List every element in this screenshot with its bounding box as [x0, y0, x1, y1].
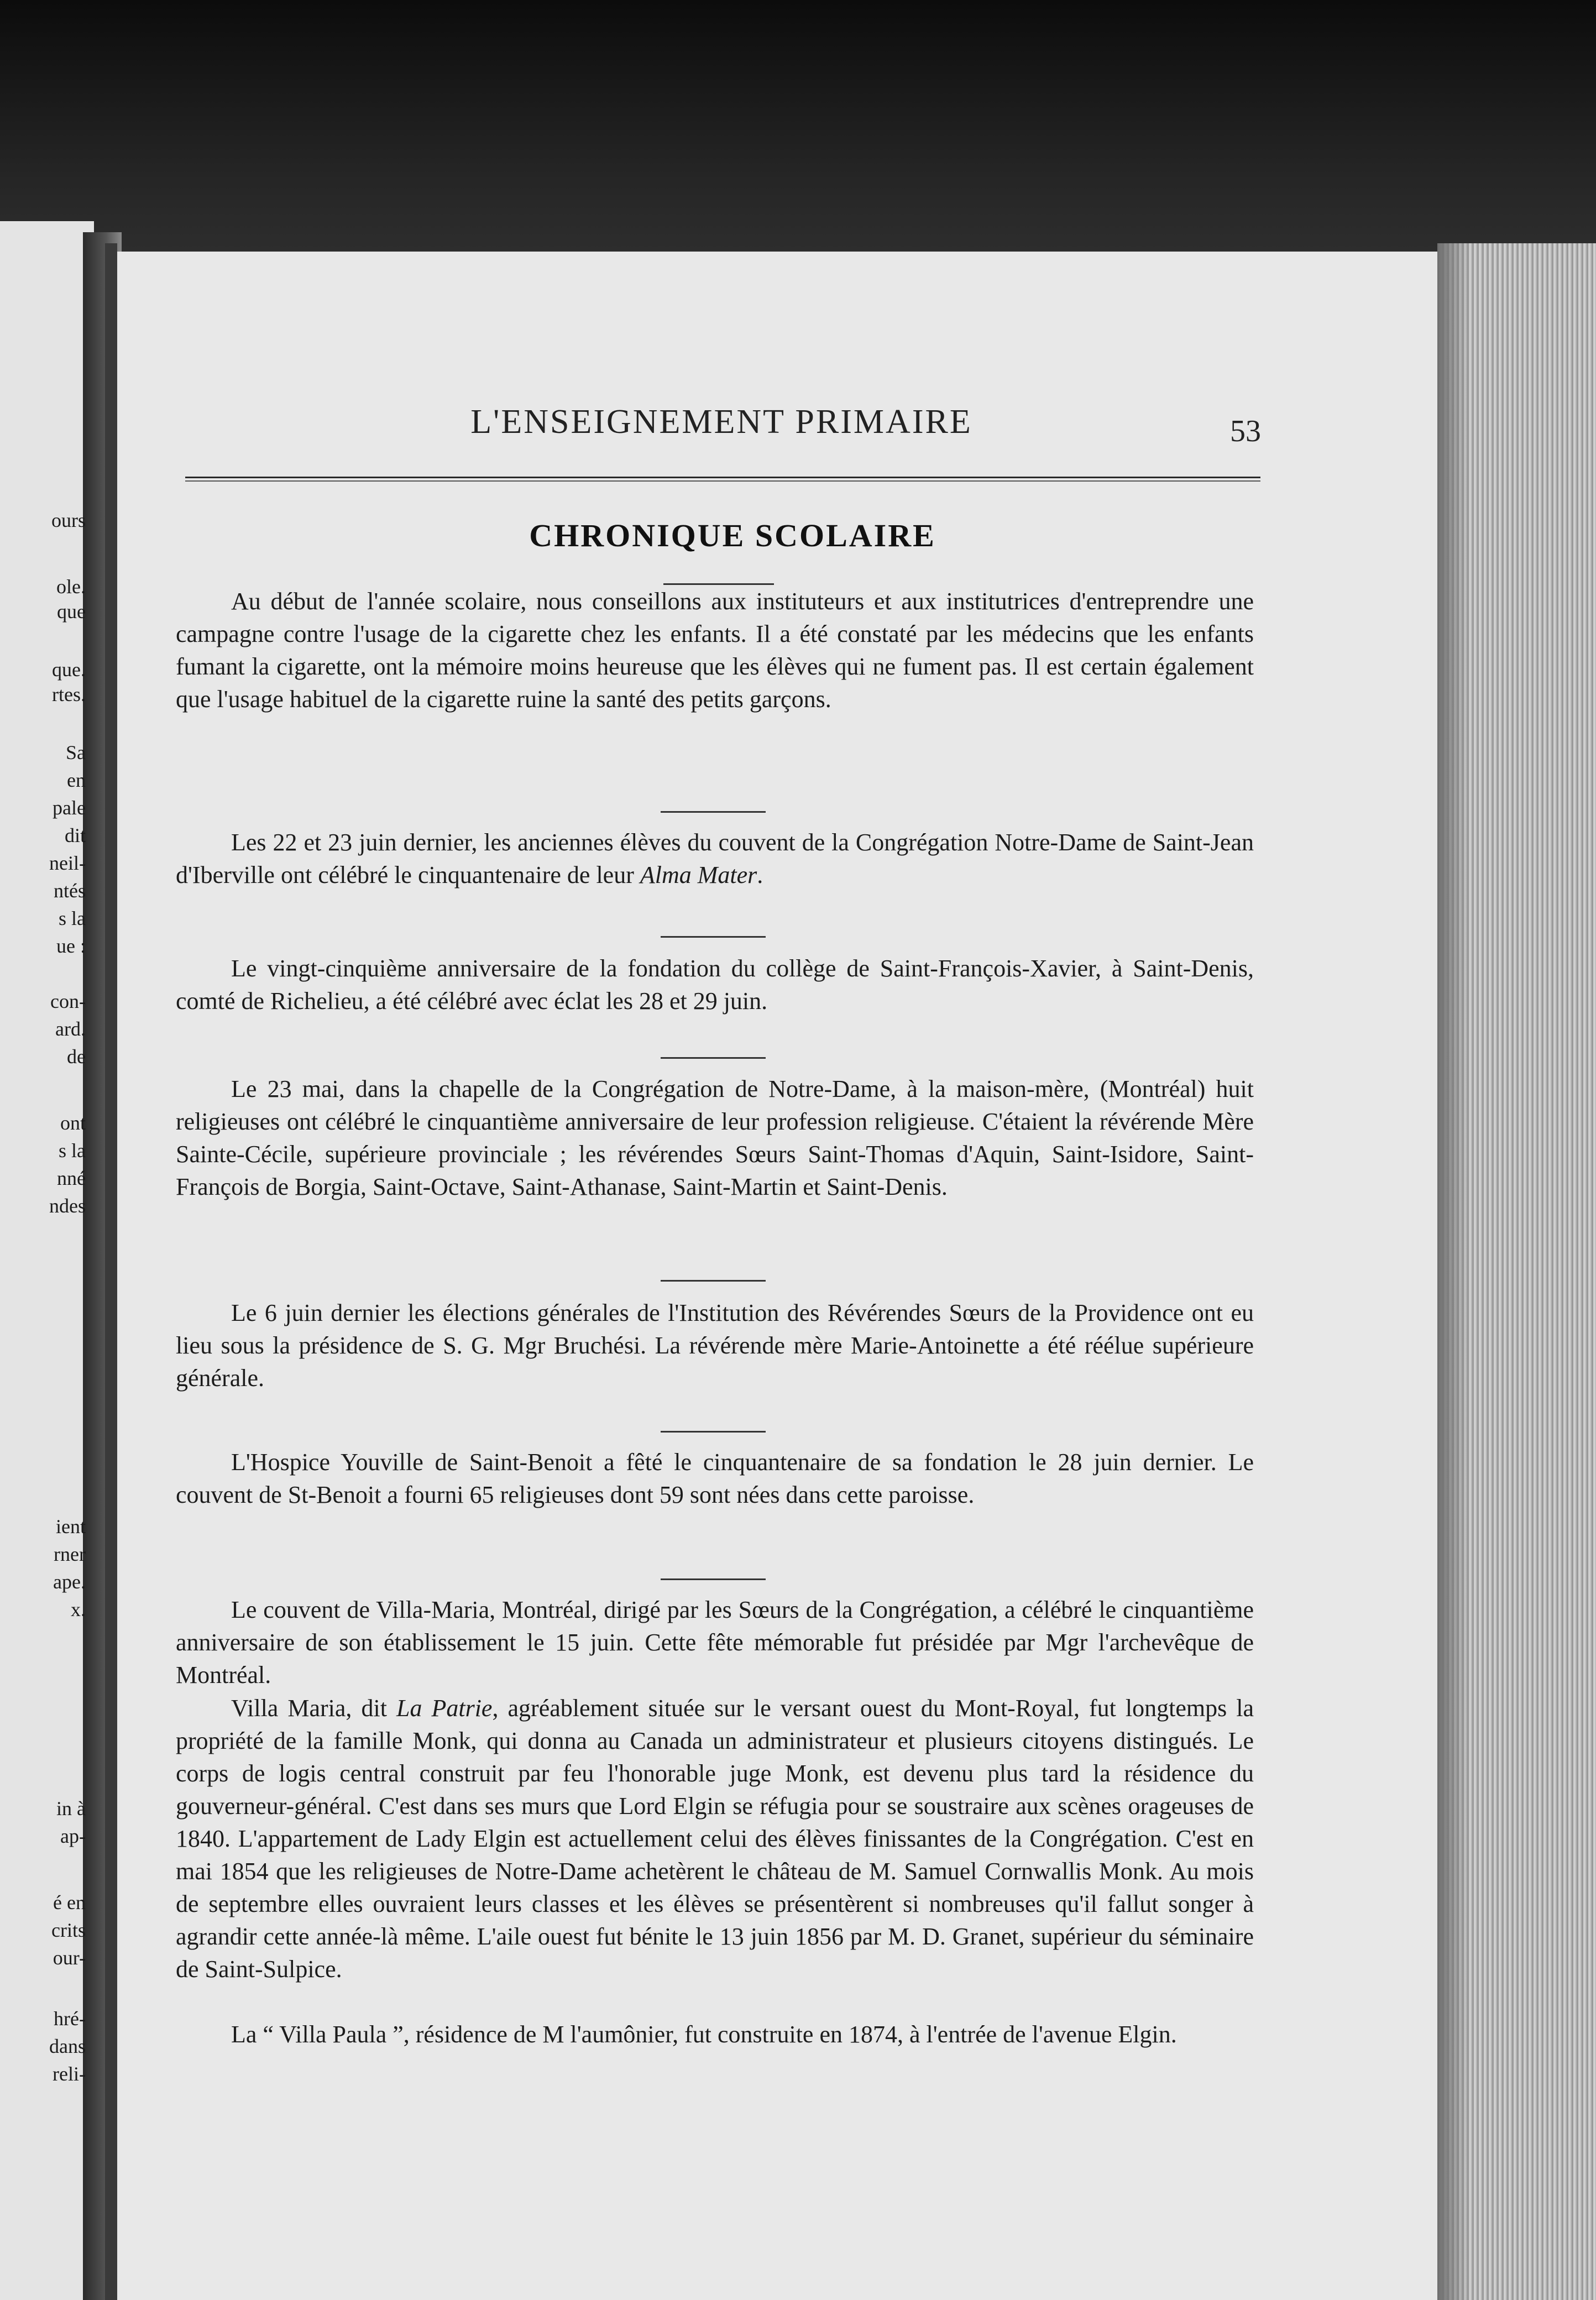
fragment: ole. [56, 576, 86, 598]
fragment: s la [59, 907, 86, 929]
fragment: que [57, 600, 86, 623]
paragraph-iberville: Les 22 et 23 juin dernier, les anciennes élèves du couvent de la Congrégation Notre-Dame de Saint-Jean d'Iberville ont célébré le cinquantenaire de leur Alma Mater. [176, 829, 1254, 888]
fragment: dit [64, 824, 86, 846]
page-number: 53 [1230, 414, 1261, 448]
fragment: nné [57, 1167, 86, 1189]
fragment: de [67, 1046, 86, 1068]
fragment: reli- [53, 2063, 86, 2085]
fragment: ap- [60, 1825, 86, 1847]
paragraph-notre-dame: Le 23 mai, dans la chapelle de la Congrégation de Notre-Dame, à la maison-mère, (Montréal) huit religieuses ont célébré le cinquantième anniversaire de leur profession religieuse. C'étaient la révérende Mère Sainte-Cécile, supérieure provinciale ; les révérendes Sœurs Saint-Thomas d'Aquin, Saint-Isidore, Saint-François de Borgia, Saint-Octave, Saint-Athanase, Saint-Martin et Saint-Denis. [176, 1075, 1254, 1200]
fragment: neil- [49, 852, 86, 874]
book-gutter [105, 243, 117, 2300]
fragment: our- [53, 1947, 86, 1969]
header-rule [185, 477, 1260, 482]
separator-rule [661, 936, 766, 938]
fragment: é en [53, 1891, 86, 1914]
separator-rule [661, 811, 766, 813]
fragment: x. [71, 1598, 86, 1621]
running-head: L'ENSEIGNEMENT PRIMAIRE [470, 403, 972, 441]
separator-rule [661, 1280, 766, 1282]
page [117, 252, 1450, 2300]
paragraph-villa-paula: La “ Villa Paula ”, résidence de M l'aumônier, fut construite en 1874, à l'entrée de l'avenue Elgin. [231, 2021, 1177, 2048]
fragment: ours [51, 509, 86, 531]
paragraph-cigarette: Au début de l'année scolaire, nous conseillons aux instituteurs et aux institutrices d'entreprendre une campagne contre l'usage de la cigarette chez les enfants. Il a été constaté par les médecins que les enfants fumant la cigarette, ont la mémoire moins heureuse que les élèves qui ne fument pas. Il est certain également que l'usage habituel de la cigarette ruine la santé des petits garçons. [176, 588, 1254, 713]
separator-rule [661, 1057, 766, 1059]
paragraph-saint-francois-xavier: Le vingt-cinquième anniversaire de la fondation du collège de Saint-François-Xavier, à Saint-Denis, comté de Richelieu, a été célébré avec éclat les 28 et 29 juin. [176, 955, 1254, 1015]
fragment: ndes [49, 1195, 86, 1217]
section-title: CHRONIQUE SCOLAIRE [529, 518, 936, 553]
fragment: rner [54, 1543, 86, 1565]
fragment: s la [59, 1139, 86, 1162]
fragment: con- [50, 990, 86, 1012]
fragment: hré- [54, 2008, 86, 2030]
fragment: crits [51, 1919, 86, 1941]
fragment: Sa [66, 741, 86, 764]
fragment: dans [49, 2035, 86, 2057]
fragment: que. [52, 658, 86, 681]
fragment: ue : [56, 935, 86, 957]
paragraph-providence: Le 6 juin dernier les élections générales de l'Institution des Révérendes Sœurs de la Providence ont eu lieu sous la présidence de S. G. Mgr Bruchési. La révérende mère Marie-Antoinette a été réélue supérieure générale. [176, 1299, 1254, 1392]
previous-page-text [0, 0, 91, 2300]
page-stack-shadow [1437, 243, 1471, 2300]
fragment: pale [53, 797, 86, 819]
scanner-background [0, 0, 1596, 260]
separator-rule [661, 1431, 766, 1433]
fragment: ape. [53, 1571, 86, 1593]
separator-rule [661, 1578, 766, 1580]
fragment: ard. [55, 1018, 86, 1040]
fragment: rtes. [52, 683, 86, 705]
paragraph-villa-maria-history: Villa Maria, dit La Patrie, agréablement située sur le versant ouest du Mont-Royal, fut longtemps la propriété de la famille Monk, qui donna au Canada un administrateur et plusieurs citoyens distingués. Le corps de logis central construit par feu l'honorable juge Monk, est devenu plus tard la résidence du gouverneur-général. C'est dans ses murs que Lord Elgin se réfugia pour se soustraire aux scènes orageuses de 1840. L'appartement de Lady Elgin est actuellement celui des élèves finissantes de la Congrégation. C'est en mai 1854 que les religieuses de Notre-Dame achetèrent le château de M. Samuel Cornwallis Monk. Au mois de septembre elles ouvraient leurs classes et les élèves se présentèrent si nombreuses qu'il fallut songer à agrandir cette année-là même. L'aile ouest fut bénite le 13 juin 1856 par M. D. Granet, supérieur du séminaire de Saint-Sulpice. [176, 1695, 1254, 1983]
paragraph-hospice-youville: L'Hospice Youville de Saint-Benoit a fêté le cinquantenaire de sa fondation le 28 juin dernier. Le couvent de St-Benoit a fourni 65 religieuses dont 59 sont nées dans cette paroisse. [176, 1449, 1254, 1508]
fragment: en [67, 769, 86, 791]
fragment: ient [56, 1515, 86, 1538]
fragment: in à [56, 1797, 86, 1820]
fragment: ntés [54, 880, 86, 902]
paragraph-villa-maria: Le couvent de Villa-Maria, Montréal, dirigé par les Sœurs de la Congrégation, a célébré le cinquantième anniversaire de son établissement le 15 juin. Cette fête mémorable fut présidée par Mgr l'archevêque de Montréal. [176, 1596, 1254, 1689]
fragment: ont [60, 1112, 86, 1134]
